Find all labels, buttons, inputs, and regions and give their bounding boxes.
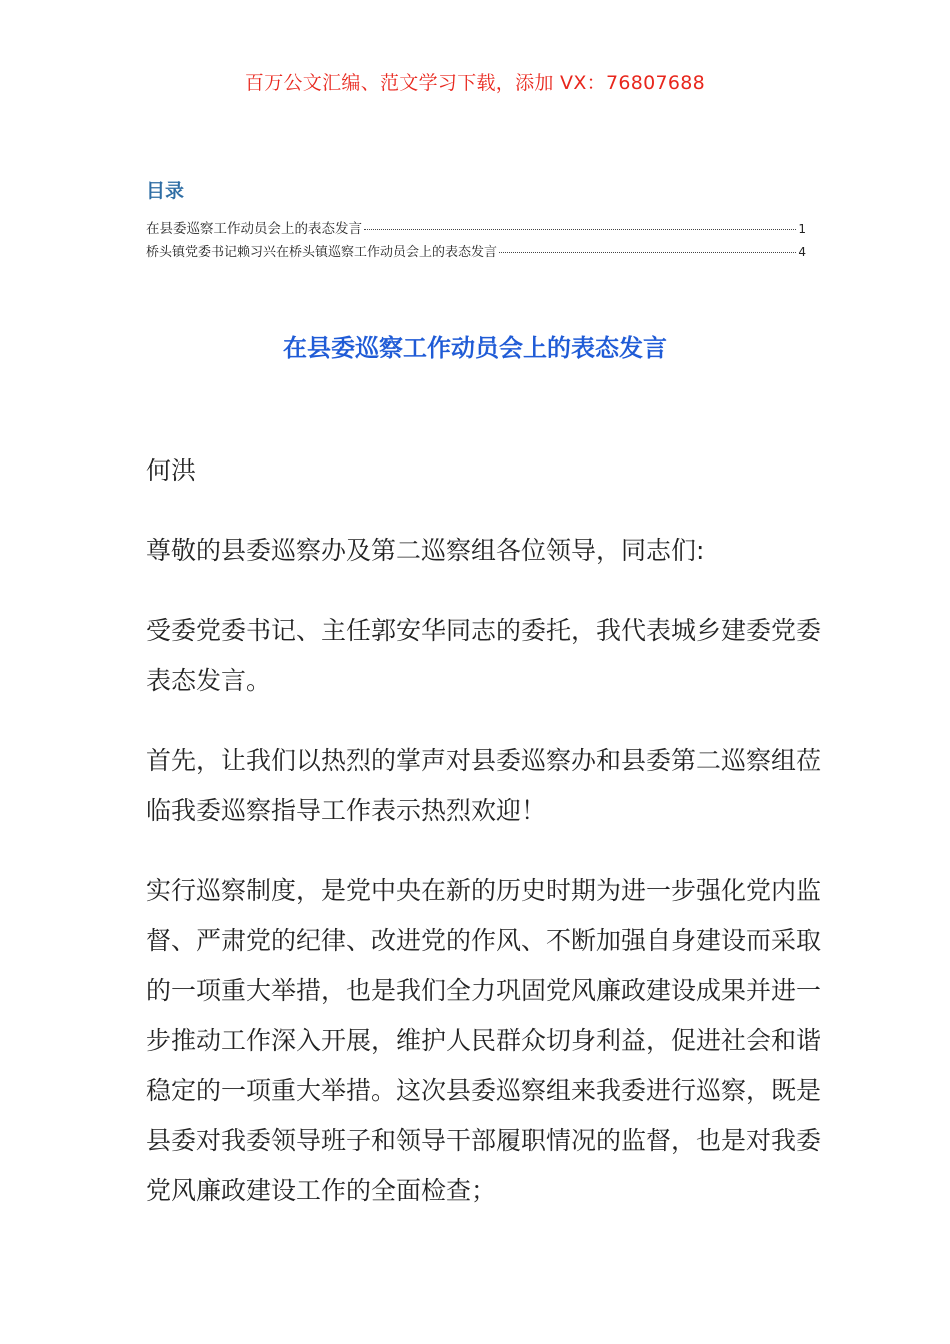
body-paragraph: 实行巡察制度，是党中央在新的历史时期为进一步强化党内监督、严肃党的纪律、改进党的作风、不断加强自身建设而采取的一项重大举措，也是我们全力巩固党风廉政建设成果并进一步推动工作深入开展，维护人民群众切身利益，促进社会和谐稳定的一项重大举措。这次县委巡察组来我委进行巡察，既是县委对我委领导班子和领导干部履职情况的监督，也是对我委党风廉政建设工作的全面检查； [146,876,822,1205]
body-paragraph: 受委党委书记、主任郭安华同志的委托，我代表城乡建委党委表态发言。 [146,616,822,695]
toc-entry-title[interactable]: 在县委巡察工作动员会上的表态发言 [146,221,362,237]
author-name: 何洪 [146,456,197,485]
table-of-contents [146,176,806,265]
toc-leader-dots [364,229,796,230]
body-paragraph: 尊敬的县委巡察办及第二巡察组各位领导，同志们: [146,536,705,565]
toc-entry-title[interactable]: 桥头镇党委书记赖习兴在桥头镇巡察工作动员会上的表态发言 [146,245,498,260]
body-paragraph: 首先，让我们以热烈的掌声对县委巡察办和县委第二巡察组莅临我委巡察指导工作表示热烈欢迎！ [146,746,822,825]
toc-leader-dots [499,252,796,253]
promo-banner: 百万公文汇编、范文学习下载，添加 VX：76807688 [244,72,706,94]
document-title: 在县委巡察工作动员会上的表态发言 [283,334,667,362]
toc-entry-page[interactable]: 4 [798,245,806,259]
toc-entry[interactable] [146,217,806,241]
document-body [146,446,826,1246]
toc-heading: 目录 [146,180,185,202]
toc-entry-page[interactable]: 1 [798,222,806,236]
toc-entry[interactable] [146,241,806,265]
